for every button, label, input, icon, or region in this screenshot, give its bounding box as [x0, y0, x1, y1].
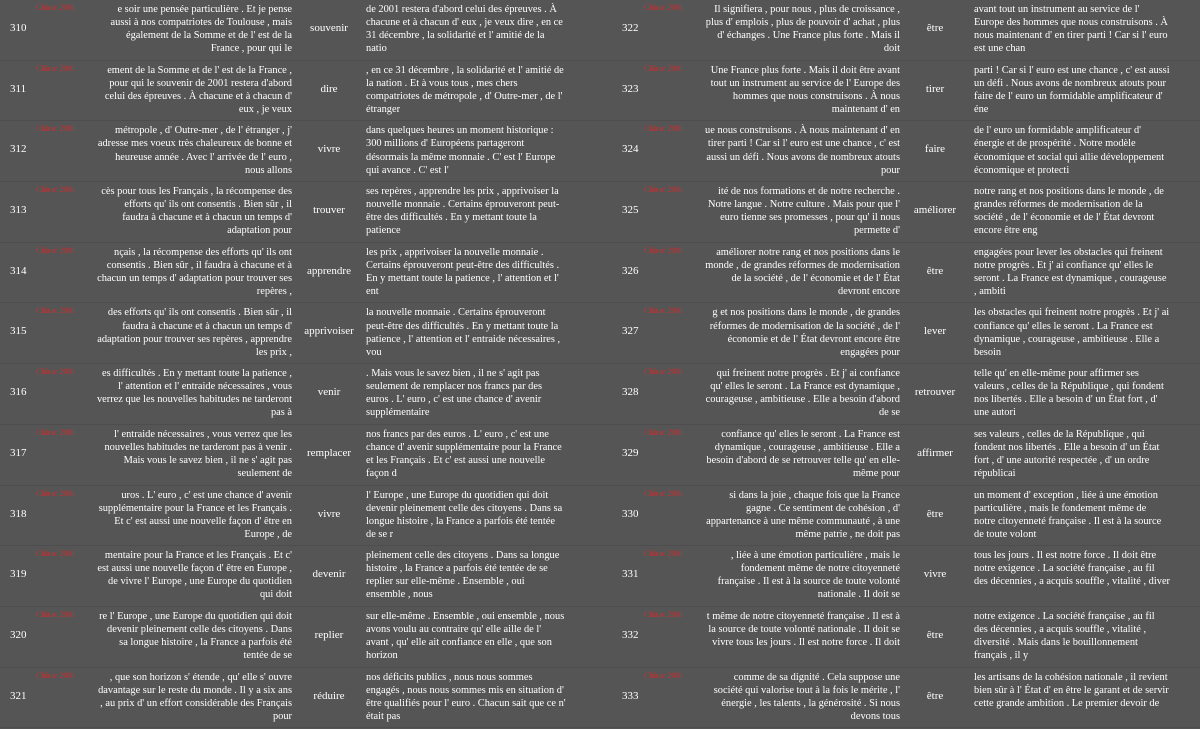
- keyword: affirmer: [917, 446, 953, 459]
- right-context: pleinement celle des citoyens . Dans sa longue histoire , la France a parfois été tentée de se replier sur elle-même . Ensemble , oui ensemble , nous: [366, 550, 560, 601]
- keyword: devenir: [312, 568, 346, 581]
- source-tag[interactable]: Chirac 2001: [644, 488, 684, 498]
- line-number: 322: [622, 22, 639, 34]
- keyword: replier: [314, 628, 344, 641]
- source-tag[interactable]: Chirac 2001: [644, 124, 684, 134]
- source-tag[interactable]: Chirac 2001: [644, 63, 684, 73]
- line-number: 325: [622, 204, 639, 217]
- right-context: les artisans de la cohésion nationale , il revient bien sûr à l' État d' en être le garant et de servir cette grande ambition . Le premier devoir de: [974, 671, 1169, 709]
- concordance-row: [600, 425, 1200, 486]
- left-context: re l' Europe , une Europe du quotidien qui doit devenir pleinement celle des citoyens . Dans sa longue histoire , la France a parfois été tentée de se: [99, 610, 292, 662]
- concordance-row: [0, 303, 600, 364]
- keyword: être: [926, 22, 944, 34]
- keyword: venir: [317, 386, 341, 399]
- concordance-row: [0, 61, 600, 122]
- keyword: être: [926, 264, 944, 277]
- concordance-row: [0, 668, 600, 729]
- right-context: nos déficits publics , nous nous sommes engagés , nous nous sommes mis en situation d' être qualifiés pour l' euro . Chacun sait que ce n' était pas: [366, 671, 566, 722]
- left-context: ue nous construisons . À nous maintenant d' en tirer parti ! Car si l' euro est une chance , c' est aussi un défi . Nous avons de nombreux atouts pour: [705, 125, 900, 176]
- source-tag[interactable]: Chirac 2001: [644, 185, 684, 195]
- right-context: l' Europe , une Europe du quotidien qui doit devenir pleinement celle des citoyens . Dans sa longue histoire , la France a parfois été tentée de se r: [366, 489, 563, 540]
- right-context: avant tout un instrument au service de l' Europe des hommes que nous construisons . À nous maintenant d' en tirer parti ! Car si l' euro est une chan: [974, 4, 1168, 55]
- keyword: dire: [320, 82, 338, 95]
- source-tag[interactable]: Chirac 2001: [36, 124, 76, 134]
- keyword: trouver: [313, 204, 345, 217]
- right-context: . Mais vous le savez bien , il ne s' agit pas seulement de remplacer nos francs par des euros . L' euro , c' est une chance d' avenir supplémentaire: [366, 368, 542, 419]
- line-number: 324: [622, 143, 639, 156]
- keyword: tirer: [925, 82, 945, 95]
- concordance-row: [600, 182, 1200, 243]
- line-number: 329: [622, 446, 639, 459]
- concordance-row: [600, 61, 1200, 122]
- left-context: comme de sa dignité . Cela suppose une société qui valorise tout à la fois le mérite , l' énergie , les talents , la générosité . Si nous devons tous: [713, 671, 900, 722]
- left-context: l' entraide nécessaires , vous verrez que les nouvelles habitudes ne tarderont pas à venir . Mais vous le savez bien , il ne s' agit pas seulement de: [104, 428, 292, 480]
- concordance-row: [600, 668, 1200, 729]
- keyword: lever: [924, 325, 946, 338]
- line-number: 316: [10, 386, 27, 399]
- source-tag[interactable]: Chirac 2001: [36, 488, 76, 498]
- source-tag[interactable]: Chirac 2001: [36, 245, 76, 255]
- source-tag[interactable]: Chirac 2001: [36, 609, 76, 619]
- source-tag[interactable]: Chirac 2001: [36, 63, 76, 73]
- line-number: 310: [10, 22, 27, 34]
- keyword: vivre: [317, 507, 341, 520]
- keyword: réduire: [313, 689, 345, 702]
- source-tag[interactable]: Chirac 2001: [36, 3, 76, 12]
- keyword: apprendre: [307, 264, 351, 277]
- left-context: , liée à une émotion particulière , mais le fondement même de notre citoyenneté française . Il est à la source de toute volonté nationale . Il doit se: [717, 550, 900, 601]
- line-number: 330: [622, 507, 639, 520]
- concordance-row: [0, 546, 600, 607]
- keyword: être: [926, 689, 944, 702]
- right-context: tous les jours . Il est notre force . Il doit être notre exigence . La société française , au fil des décennies , a acquis souffle , vitalité , diver: [974, 550, 1170, 588]
- line-number: 318: [10, 507, 27, 520]
- concordance-row: [0, 486, 600, 547]
- line-number: 313: [10, 204, 27, 217]
- source-tag[interactable]: Chirac 2001: [36, 306, 76, 316]
- keyword: retrouver: [914, 386, 956, 399]
- line-number: 311: [10, 82, 27, 95]
- source-tag[interactable]: Chirac 2001: [644, 306, 684, 316]
- right-context: parti ! Car si l' euro est une chance , c' est aussi un défi . Nous avons de nombreux atouts pour faire de l' euro un formidable amplificateur d' éne: [974, 64, 1170, 115]
- keyword: améliorer: [913, 204, 957, 217]
- right-context: notre exigence . La société française , au fil des décennies , a acquis souffle , vitalité , diversité . Mais dans le bouillonnement français , il y: [974, 610, 1155, 662]
- source-tag[interactable]: Chirac 2001: [644, 427, 684, 437]
- keyword: remplacer: [307, 446, 351, 459]
- line-number: 314: [10, 264, 27, 277]
- concordance-column-right: [600, 0, 1200, 728]
- left-context: si dans la joie , chaque fois que la France gagne . Ce sentiment de cohésion , d' appartenance à une même communauté , à une même patrie , ne doit pas: [706, 489, 900, 540]
- right-context: ses repères , apprendre les prix , apprivoiser la nouvelle monnaie . Certains éprouveront peut-être des difficultés . En y mettant toute la patience: [366, 186, 560, 237]
- line-number: 312: [10, 143, 27, 156]
- line-number: 319: [10, 568, 27, 581]
- right-context: les obstacles qui freinent notre progrès . Et j' ai confiance qu' elles le seront . La France est dynamique , courageuse , ambitieuse . Elle a besoin: [974, 307, 1170, 358]
- right-context: de 2001 restera d'abord celui des épreuves . À chacune et à chacun d' eux , je veux dire , en ce 31 décembre , la solidarité et l' amitié de la natio: [366, 4, 563, 55]
- concordance-column-left: [0, 0, 600, 728]
- concordance-row: [600, 0, 1200, 61]
- line-number: 321: [10, 689, 27, 702]
- source-tag[interactable]: Chirac 2001: [644, 670, 684, 680]
- right-context: nos francs par des euros . L' euro , c' est une chance d' avenir supplémentaire pour la France et les Français . Et c' est aussi une nouvelle façon d: [366, 428, 562, 480]
- left-context: , que son horizon s' étende , qu' elle s' ouvre davantage sur le reste du monde . Il y a six ans , au prix d' un effort considérable des Français pour: [98, 671, 292, 722]
- concordance-row: [600, 303, 1200, 364]
- line-number: 326: [622, 264, 639, 277]
- left-context: nçais , la récompense des efforts qu' ils ont consentis . Bien sûr , il faudra à chacune et à chacun un temps d' adaptation pour trouver ses repères ,: [97, 246, 292, 298]
- keyword: souvenir: [310, 22, 348, 34]
- concordance-row: [0, 243, 600, 304]
- line-number: 315: [10, 325, 27, 338]
- source-tag[interactable]: Chirac 2001: [36, 185, 76, 195]
- left-context: t même de notre citoyenneté française . Il est à la source de toute volonté nationale . Il doit se vivre tous les jours . Il est notre force . Il doit: [706, 610, 900, 649]
- left-context: Une France plus forte . Mais il doit être avant tout un instrument au service de l' Europe des hommes que nous construisons . À nous maintenant d' en: [710, 64, 900, 115]
- left-context: ement de la Somme et de l' est de la France , pour qui le souvenir de 2001 restera d'abord celui des épreuves . À chacune et à chacun d' eux , je veux: [104, 64, 292, 115]
- source-tag[interactable]: Chirac 2001: [36, 670, 76, 680]
- line-number: 317: [10, 446, 27, 459]
- right-context: sur elle-même . Ensemble , oui ensemble , nous avons voulu au contraire qu' elle aille de l' avant , qu' elle ait confiance en elle , que son horizon: [366, 610, 565, 662]
- source-tag[interactable]: Chirac 2001: [644, 367, 684, 377]
- line-number: 328: [622, 386, 639, 399]
- keyword: apprivoiser: [304, 325, 354, 338]
- concordance-row: [600, 486, 1200, 547]
- source-tag[interactable]: Chirac 2001: [644, 549, 684, 559]
- right-context: de l' euro un formidable amplificateur d' énergie et de prospérité . Notre modèle économique et social qui allie développement économique et protecti: [974, 125, 1165, 176]
- left-context: qui freinent notre progrès . Et j' ai confiance qu' elles le seront . La France est dynamique , courageuse , ambitieuse . Elle a besoin d'abord de se: [705, 368, 900, 419]
- source-tag[interactable]: Chirac 2001: [644, 3, 684, 12]
- concordance-row: [0, 121, 600, 182]
- left-context: améliorer notre rang et nos positions dans le monde , de grandes réformes de modernisation de la société , de l' économie et de l' État devront encore: [705, 246, 900, 298]
- right-context: les prix , apprivoiser la nouvelle monnaie . Certains éprouveront peut-être des difficultés . En y mettant toute la patience , l' attention et l' ent: [366, 246, 560, 298]
- left-context: uros . L' euro , c' est une chance d' avenir supplémentaire pour la France et les Français . Et c' est aussi une nouvelle façon d' être en Europe , de: [98, 489, 292, 540]
- left-context: g et nos positions dans le monde , de grandes réformes de modernisation de la société , de l' économie et de l' État devront encore être engagées pour: [709, 307, 900, 358]
- right-context: notre rang et nos positions dans le monde , de grandes réformes de modernisation de la société , de l' économie et de l' État devront encore être eng: [974, 186, 1164, 237]
- concordance-row: [600, 364, 1200, 425]
- right-context: engagées pour lever les obstacles qui freinent notre progrès . Et j' ai confiance qu' elles le seront . La France est dynamique , courageuse , ambiti: [974, 246, 1167, 298]
- concordance-row: [600, 607, 1200, 668]
- line-number: 332: [622, 628, 639, 641]
- left-context: e soir une pensée particulière . Et je pense aussi à nos compatriotes de Toulouse , mais également de la Somme et de l' est de la France , pour qui le: [110, 4, 292, 55]
- left-context: métropole , d' Outre-mer , de l' étranger , j' adresse mes voeux très chaleureux de bonne et heureuse année . Avec l' arrivée de l' euro , nous allons: [97, 125, 292, 176]
- line-number: 333: [622, 689, 639, 702]
- concordance-row: [600, 243, 1200, 304]
- source-tag[interactable]: Chirac 2001: [36, 427, 76, 437]
- right-context: telle qu' en elle-même pour affirmer ses valeurs , celles de la République , qui fondent nos libertés . Elle a besoin d' un État fort , d' une autori: [974, 368, 1164, 419]
- left-context: confiance qu' elles le seront . La France est dynamique , courageuse , ambitieuse . Elle a besoin d'abord de se retrouver telle qu' en elle-même pour: [706, 428, 900, 480]
- line-number: 323: [622, 82, 639, 95]
- right-context: ses valeurs , celles de la République , qui fondent nos libertés . Elle a besoin d' un État fort , d' une autorité respectée , d' un ordre républicai: [974, 428, 1160, 480]
- line-number: 331: [622, 568, 639, 581]
- left-context: des efforts qu' ils ont consentis . Bien sûr , il faudra à chacune et à chacun un temps d' adaptation pour trouver ses repères , apprendre les prix ,: [97, 307, 292, 358]
- line-number: 320: [10, 628, 27, 641]
- source-tag[interactable]: Chirac 2001: [644, 609, 684, 619]
- source-tag[interactable]: Chirac 2001: [36, 367, 76, 377]
- right-context: un moment d' exception , liée à une émotion particulière , mais le fondement même de notre citoyenneté française . Il est à la source de toute volont: [974, 489, 1162, 540]
- keyword: vivre: [923, 568, 947, 581]
- concordance-row: [0, 425, 600, 486]
- keyword: vivre: [317, 143, 341, 156]
- concordance-row: [0, 182, 600, 243]
- line-number: 327: [622, 325, 639, 338]
- keyword: faire: [924, 143, 946, 156]
- left-context: Il signifiera , pour nous , plus de croissance , plus d' emplois , plus de pouvoir d' achat , plus d' échanges . Une France plus forte . Mais il doit: [705, 4, 900, 55]
- source-tag[interactable]: Chirac 2001: [644, 245, 684, 255]
- right-context: dans quelques heures un moment historique : 300 millions d' Européens partageront désormais la même monnaie . C' est l' Europe qui avance . C' est l': [366, 125, 556, 176]
- keyword: être: [926, 628, 944, 641]
- concordance-row: [0, 0, 600, 61]
- right-context: la nouvelle monnaie . Certains éprouveront peut-être des difficultés . En y mettant toute la patience , l' attention et l' entraide nécessaires , vou: [366, 307, 561, 358]
- left-context: es difficultés . En y mettant toute la patience , l' attention et l' entraide nécessaires , vous verrez que les nouvelles habitudes ne tarderont pas à: [96, 368, 292, 419]
- concordance-row: [0, 364, 600, 425]
- keyword: être: [926, 507, 944, 520]
- concordance-row: [0, 607, 600, 668]
- left-context: mentaire pour la France et les Français . Et c' est aussi une nouvelle façon d' être en Europe , de vivre l' Europe , une Europe du quotidien qui doit: [97, 550, 292, 601]
- concordance-row: [600, 546, 1200, 607]
- source-tag[interactable]: Chirac 2001: [36, 549, 76, 559]
- left-context: ité de nos formations et de notre recherche . Notre langue . Notre culture . Mais pour que l' euro tienne ses promesses , pour qu' il nous permette d': [707, 186, 900, 237]
- left-context: cès pour tous les Français , la récompense des efforts qu' ils ont consentis . Bien sûr , il faudra à chacune et à chacun un temps d' adaptation pour: [101, 186, 292, 237]
- concordance-row: [600, 121, 1200, 182]
- right-context: , en ce 31 décembre , la solidarité et l' amitié de la nation . Et à vous tous , mes chers compatriotes de métropole , d' Outre-mer , de l' étranger: [366, 64, 564, 115]
